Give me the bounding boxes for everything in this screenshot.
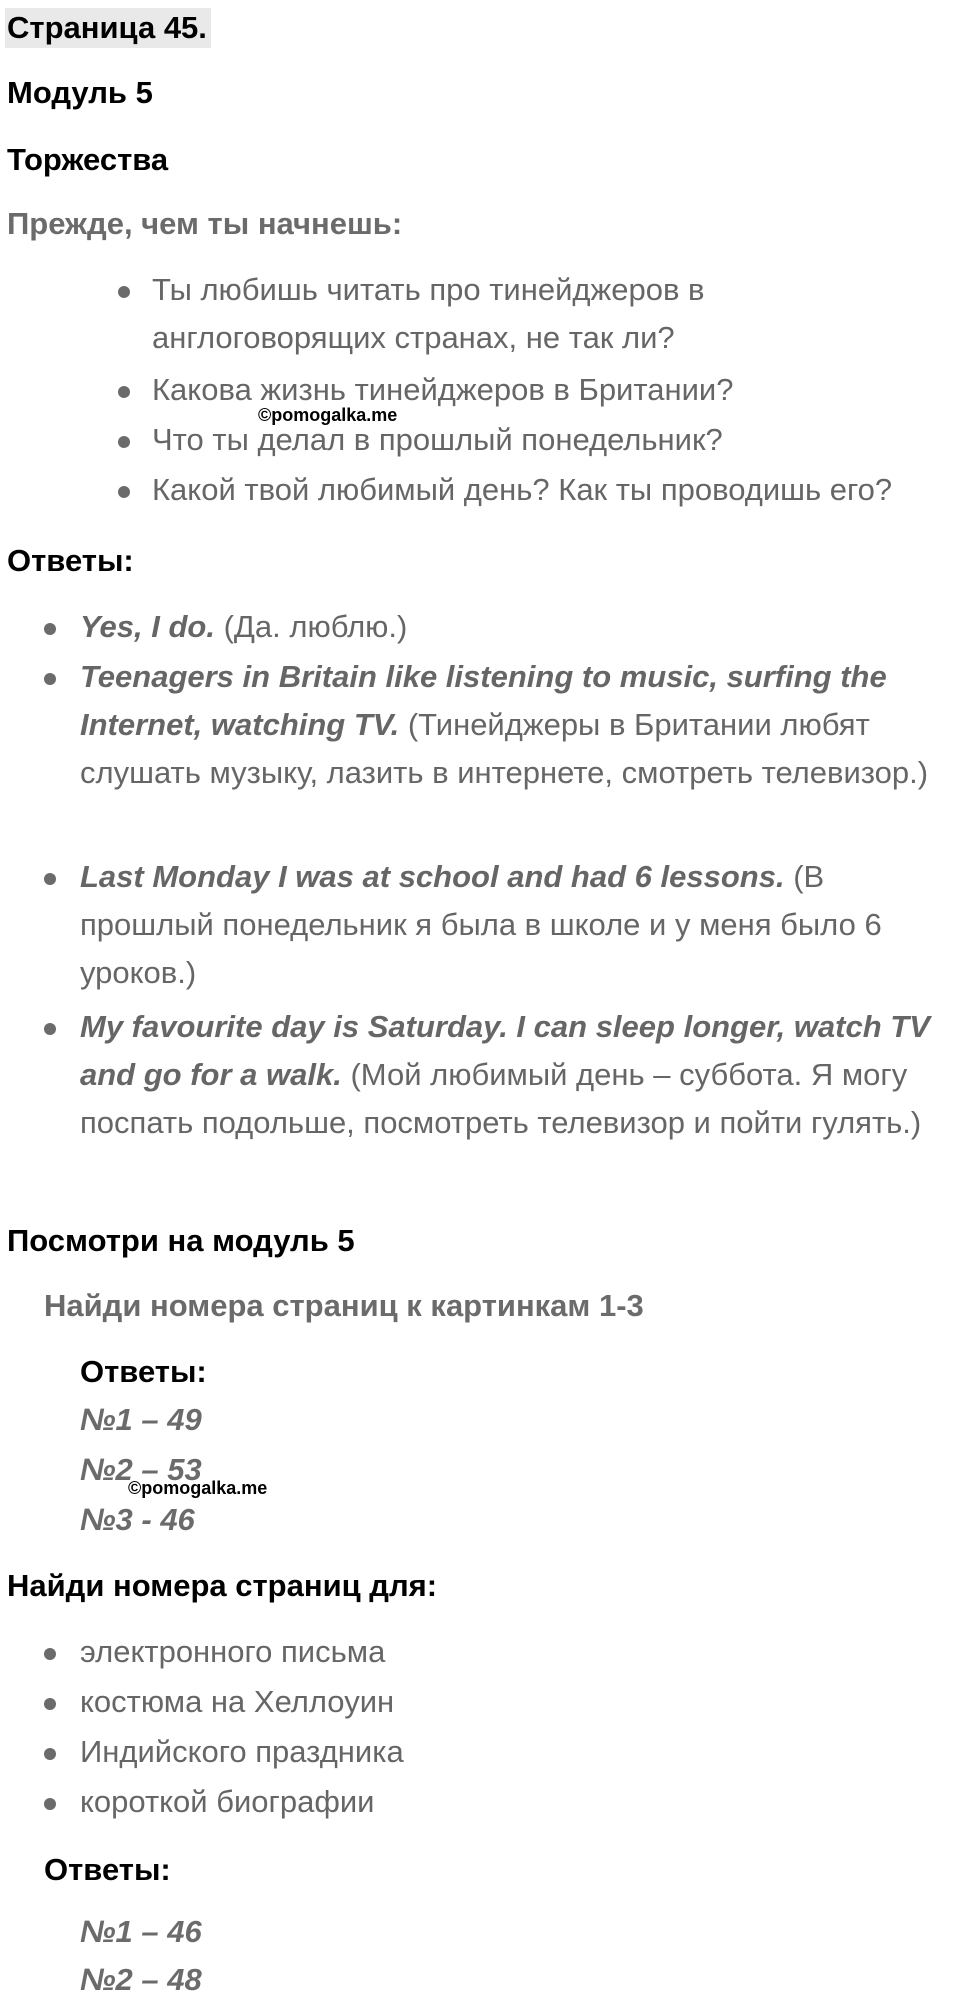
bullet-icon bbox=[44, 1748, 56, 1760]
bullet-icon bbox=[44, 1648, 56, 1660]
answer-russian: (Да. люблю.) bbox=[223, 609, 408, 644]
bullet-icon bbox=[118, 386, 130, 398]
question-item: Ты любишь читать про тинейджеров в англоговорящих странах, не так ли? bbox=[152, 272, 705, 355]
question-item: Какой твой любимый день? Как ты проводишь его? bbox=[152, 472, 893, 507]
bullet-icon bbox=[118, 486, 130, 498]
answer-english: Yes, I do. bbox=[80, 609, 215, 644]
module-title: Модуль 5 bbox=[7, 75, 153, 110]
find-pages-heading: Найди номера страниц для: bbox=[7, 1568, 438, 1603]
answers-heading: Ответы: bbox=[80, 1354, 207, 1389]
answer-number: №3 - 46 bbox=[80, 1502, 195, 1537]
before-you-start-heading: Прежде, чем ты начнешь: bbox=[7, 206, 403, 241]
answers-heading: Ответы: bbox=[44, 1852, 171, 1887]
bullet-icon bbox=[44, 1698, 56, 1710]
bullet-icon bbox=[44, 623, 56, 635]
find-item: Индийского праздника bbox=[80, 1734, 404, 1769]
answer-number: №2 – 53 bbox=[80, 1452, 202, 1487]
answer-russian: (Мой любимый день – суббота. Я могу поспать подольше, посмотреть телевизор и пойти гулять.) bbox=[80, 1057, 922, 1140]
bullet-icon bbox=[44, 873, 56, 885]
answers-heading: Ответы: bbox=[7, 543, 134, 578]
answer-item bbox=[80, 603, 950, 651]
watermark: ©pomogalka.me bbox=[258, 405, 398, 425]
question-item: Какова жизнь тинейджеров в Британии? bbox=[152, 372, 734, 407]
answer-number: №2 – 48 bbox=[80, 1962, 202, 1997]
answer-russian: (В прошлый понедельник я была в школе и у меня было 6 уроков.) bbox=[80, 859, 882, 990]
answer-item bbox=[80, 653, 950, 797]
answer-english: Last Monday I was at school and had 6 lessons. bbox=[80, 859, 785, 894]
bullet-icon bbox=[118, 436, 130, 448]
answer-item bbox=[80, 1003, 950, 1147]
page-title: Страница 45. bbox=[5, 8, 211, 48]
answer-item bbox=[80, 853, 950, 997]
watermark: ©pomogalka.me bbox=[128, 1478, 268, 1498]
question-item: Что ты делал в прошлый понедельник? bbox=[152, 422, 723, 457]
bullet-icon bbox=[44, 1023, 56, 1035]
bullet-icon bbox=[44, 1798, 56, 1810]
bullet-icon bbox=[44, 673, 56, 685]
task-text: Найди номера страниц к картинкам 1-3 bbox=[44, 1288, 644, 1323]
answer-number: №1 – 49 bbox=[80, 1402, 202, 1437]
answer-number: №1 – 46 bbox=[80, 1914, 202, 1949]
bullet-icon bbox=[118, 286, 130, 298]
topic-title: Торжества bbox=[7, 142, 169, 177]
find-item: электронного письма bbox=[80, 1634, 386, 1669]
find-item: костюма на Хеллоуин bbox=[80, 1684, 395, 1719]
answer-english: My favourite day is Saturday. I can sleep longer, watch TV and go for a walk. bbox=[80, 1009, 930, 1092]
answer-russian: (Тинейджеры в Британии любят слушать музыку, лазить в интернете, смотреть телевизор.) bbox=[80, 707, 929, 790]
answer-english: Teenagers in Britain like listening to music, surfing the Internet, watching TV. bbox=[80, 659, 887, 742]
look-at-module-heading: Посмотри на модуль 5 bbox=[7, 1223, 355, 1258]
find-item: короткой биографии bbox=[80, 1784, 375, 1819]
